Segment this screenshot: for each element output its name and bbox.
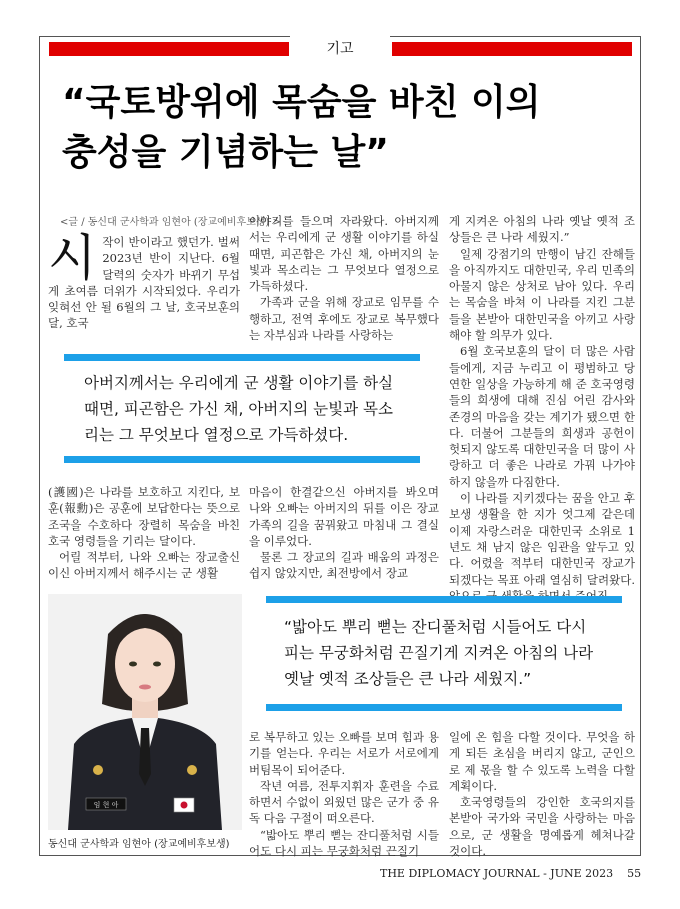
col2-bottom-p2: 작년 여름, 전투지휘자 훈련을 수료하면서 수없이 외웠던 많은 군가 중 유독 다음 구절이 떠오른다. bbox=[249, 778, 439, 826]
col2-top-p2: 가족과 군을 위해 장교로 임무를 수행하고, 전역 후에도 장교로 복무했다는 자부심과 나라를 사랑하는 bbox=[249, 295, 439, 343]
header-bar-left bbox=[49, 42, 289, 56]
article-col2-top bbox=[249, 213, 439, 343]
quote1-line-1: 아버지께서는 우리에게 군 생활 이야기를 하실 bbox=[84, 374, 394, 392]
photo-nametag: 임 현 아 bbox=[93, 801, 119, 809]
quote1-line-3: 리는 그 무엇보다 열정으로 가득하셨다. bbox=[84, 426, 349, 444]
col2-bottom-p1: 로 복무하고 있는 오빠를 보며 힘과 용기를 얻는다. 우리는 서로가 서로에게 버팀목이 되어준다. bbox=[249, 730, 439, 777]
col3-p4: 이 나라를 지키겠다는 꿈을 안고 후보생 생활을 한 지가 엇그제 같은데 이제 자랑스러운 대한민국 소위로 1년도 채 남지 않은 임관을 앞두고 있다. 어렸을 적부터 대한민국 장교가 되겠다는 목표 아래 열심히 달려왔다. bbox=[449, 491, 635, 587]
page-footer bbox=[380, 867, 650, 880]
quote2-rule-bottom bbox=[266, 704, 622, 711]
quote2-line-2: 피는 무궁화처럼 끈질기게 지켜온 아침의 나라 bbox=[284, 644, 594, 662]
photo-caption: 동신대 군사학과 임현아 (장교예비후보생) bbox=[48, 839, 230, 850]
article-col3-bottom bbox=[449, 729, 635, 859]
col1-top-text: 작이 반이라고 했던가. 벌써 2023년 반이 지난다. 6월 달력의 숫자가 바뀌기 무섭게 초여름 더위가 시작되었다. 우리가 잊혀선 안 될 6월의 그 날, 호국보훈의 달, 호국 bbox=[48, 235, 240, 331]
col3-p3: 6월 호국보훈의 달이 더 많은 사람들에게, 지금 누리고 이 평범하고 당연한 일상을 가능하게 해 준 호국영령들의 희생에 대해 진심 어린 감사와 존경의 마음을 갖는 계기가 됐으면 한다. 더불어 그분들의 희생과 공헌이 헛되지 않도록 대한민국을 더 많이 사랑하고 더 좋은 나라로 가꿔 나가야 하지 않을까 다짐한다. bbox=[449, 344, 635, 489]
article-col2-mid bbox=[249, 484, 439, 582]
page-number: 55 bbox=[627, 867, 642, 880]
drop-cap: 시 bbox=[48, 229, 97, 287]
col3-bottom-p2: 호국영령들의 강인한 호국의지를 본받아 국가와 국민을 사랑하는 마음으로, 군 생활을 명예롭게 헤쳐나갈 것이다. bbox=[449, 795, 635, 859]
headline bbox=[62, 78, 622, 178]
quote2-line-1: “밟아도 뿌리 뻗는 잔디풀처럼 시들어도 다시 bbox=[284, 618, 587, 636]
col1-mid-p1: (護國)은 나라를 보호하고 지킨다, 보훈(報勳)은 공훈에 보답한다는 뜻으로 조국을 수호하다 장렬히 목숨을 바친 호국 영령들을 기리는 달이다. bbox=[48, 485, 240, 548]
quote2-line-3: 옛날 옛적 조상들은 큰 나라 세웠지.” bbox=[284, 670, 532, 688]
headline-line-2: 충성을 기념하는 날” bbox=[62, 132, 389, 173]
article-col1-top bbox=[48, 229, 240, 332]
quote1-rule-bottom bbox=[64, 456, 420, 463]
journal-name: THE DIPLOMACY JOURNAL - JUNE 2023 bbox=[380, 867, 614, 880]
headline-line-1: “국토방위에 목숨을 바친 이의 bbox=[62, 82, 541, 123]
section-tag: 기고 bbox=[290, 36, 390, 64]
article-col2-bottom bbox=[249, 729, 439, 859]
col2-mid-p1: 마음이 한결같으신 아버지를 봐오며 나와 오빠는 아버지의 뒤를 이은 장교가족의 길을 꿈꿔왔고 마침내 그 결실을 이루었다. bbox=[249, 485, 439, 548]
col2-top-p1: 이야기를 들으며 자라왔다. 아버지께서는 우리에게 군 생활 이야기를 하실 때면, 피곤함은 가신 채, 아버지의 눈빛과 목소리는 그 무엇보다 열정으로 가득하셨다. bbox=[249, 214, 439, 294]
col2-mid-p2: 물론 그 장교의 길과 배움의 과정은 쉽지 않았지만, 최전방에서 장교 bbox=[249, 550, 439, 581]
article-col1-mid bbox=[48, 484, 240, 582]
byline: <글 / 동신대 군사학과 임현아 (장교예비후보생) > bbox=[60, 217, 281, 228]
pull-quote-2 bbox=[284, 614, 634, 692]
col2-bottom-p3: “밟아도 뿌리 뻗는 잔디풀처럼 시들어도 다시 피는 무궁화처럼 끈질기 bbox=[249, 827, 439, 859]
quote2-rule-top bbox=[266, 596, 622, 603]
author-photo bbox=[48, 594, 242, 830]
col1-mid-p2: 어릴 적부터, 나와 오빠는 장교출신이신 아버지께서 해주시는 군 생활 bbox=[48, 550, 240, 581]
article-col3 bbox=[449, 213, 635, 604]
portrait-illustration bbox=[48, 594, 242, 830]
pull-quote-1 bbox=[84, 370, 434, 448]
header-bar-right bbox=[392, 42, 632, 56]
quote1-line-2: 때면, 피곤함은 가신 채, 아버지의 눈빛과 목소 bbox=[84, 400, 393, 418]
col3-p2: 일제 강점기의 만행이 남긴 잔해들을 아직까지도 대한민국, 우리 민족의 아물지 않은 상처로 남아 있다. 우리는 목숨을 바쳐 이 나라를 지킨 그분들을 본받아 대한민국을 아끼고 사랑해야 할 의무가 있다. bbox=[449, 246, 635, 343]
col3-bottom-p1: 일에 온 힘을 다할 것이다. 무엇을 하게 되든 초심을 버리지 않고, 군인으로 제 몫을 할 수 있도록 노력을 다할 계획이다. bbox=[449, 730, 635, 793]
col3-p1: 게 지켜온 아침의 나라 옛날 옛적 조상들은 큰 나라 세웠지.” bbox=[449, 214, 635, 245]
quote1-rule-top bbox=[64, 354, 420, 361]
